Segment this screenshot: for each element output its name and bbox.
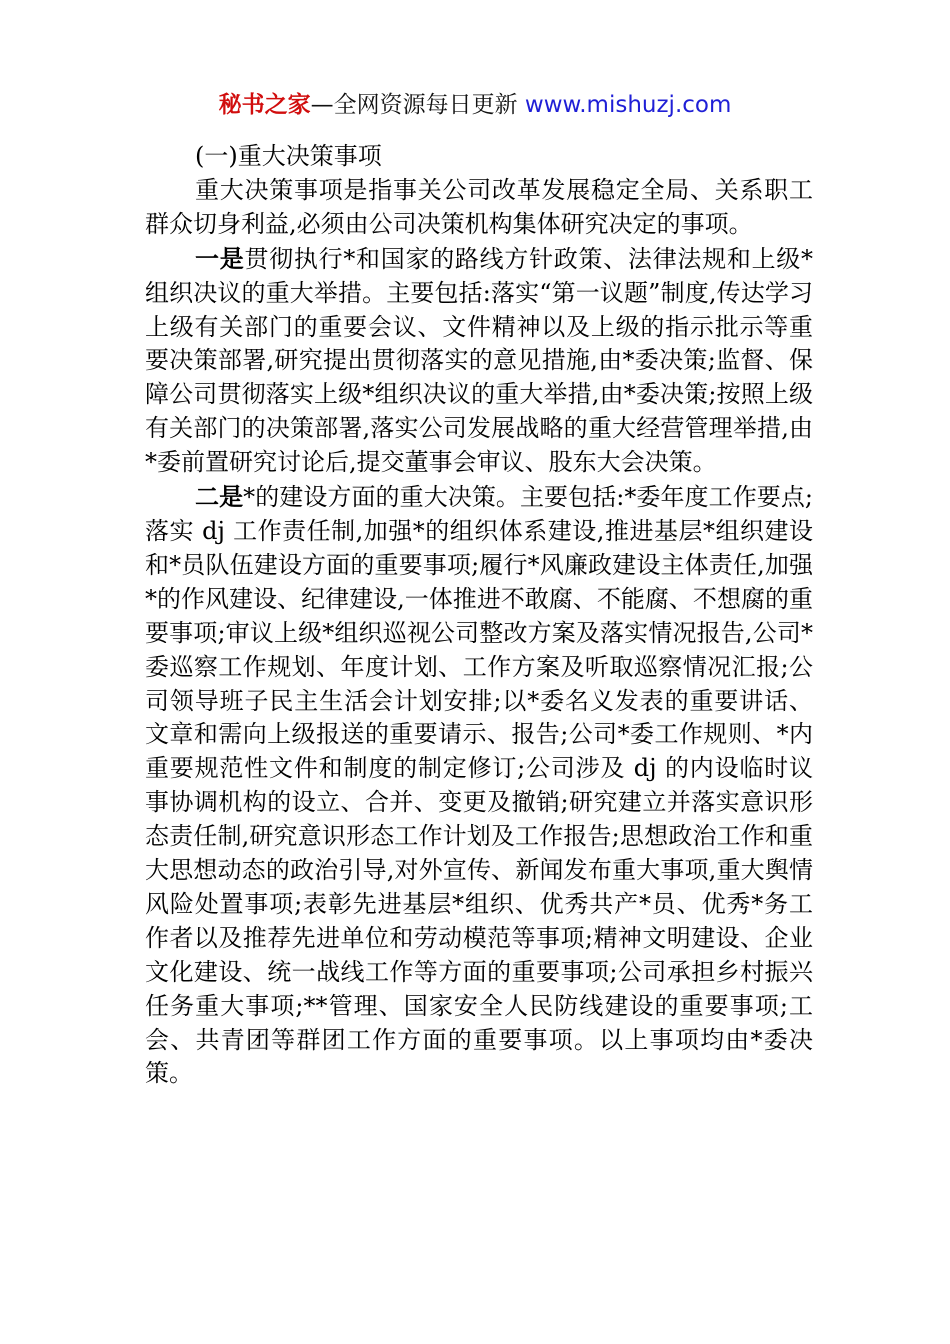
site-tagline: —全网资源每日更新 xyxy=(310,92,525,118)
item-text-1: 贯彻执行*和国家的路线方针政策、法律法规和上级*组织决议的重大举措。主要包括:落实“第一议题”制度,传达学习上级有关部门的重要会议、文件精神以及上级的指示批示等重要决策部署,研究提出贯彻落实的意见措施,由*委决策;监督、保障公司贯彻落实上级*组织决议的重大举措,由*委决策;按照上级有关部门的决策部署,落实公司发展战略的重大经营管理举措,由*委前置研究讨论后,提交董事会审议、股东大会决策。 xyxy=(145,244,814,477)
site-url-link[interactable]: www.mishuzj.com xyxy=(524,92,732,118)
site-header xyxy=(0,88,950,122)
section-heading: (一)重大决策事项 xyxy=(195,142,382,170)
item-paragraph-2 xyxy=(145,480,813,1091)
item-paragraph-1 xyxy=(145,242,813,480)
item-lead-1: 一是 xyxy=(195,243,245,273)
item-text-2: *的建设方面的重大决策。主要包括:*委年度工作要点;落实 dj 工作责任制,加强*的组织体系建设,推进基层*组织建设和*员队伍建设方面的重要事项;履行*风廉政建设主体责任,加强*的作风建设、纪律建设,一体推进不敢腐、不能腐、不想腐的重要事项;审议上级*组织巡视公司整改方案及落实情况报告,公司*委巡察工作规划、年度计划、工作方案及听取巡察情况汇报;公司领导班子民主生活会计划安排;以*委名义发表的重要讲话、文章和需向上级报送的重要请示、报告;公司*委工作规则、*内重要规范性文件和制度的制定修订;公司涉及 dj 的内设临时议事协调机构的设立、合并、变更及撤销;研究建立并落实意识形态责任制,研究意识形态工作计划及工作报告;思想政治工作和重大思想动态的政治引导,对外宣传、新闻发布重大事项,重大舆情风险处置事项;表彰先进基层*组织、优秀共产*员、优秀*务工作者以及推荐先进单位和劳动模范等事项;精神文明建设、企业文化建设、统一战线工作等方面的重要事项;公司承担乡村振兴任务重大事项;**管理、国家安全人民防线建设的重要事项;工会、共青团等群团工作方面的重要事项。以上事项均由*委决策。 xyxy=(145,483,813,1088)
site-brand: 秘书之家 xyxy=(218,92,311,118)
document-body xyxy=(145,140,813,1091)
item-lead-2: 二是 xyxy=(195,482,244,512)
intro-paragraph: 重大决策事项是指事关公司改革发展稳定全局、关系职工群众切身利益,必须由公司决策机构集体研究决定的事项。 xyxy=(145,175,813,238)
